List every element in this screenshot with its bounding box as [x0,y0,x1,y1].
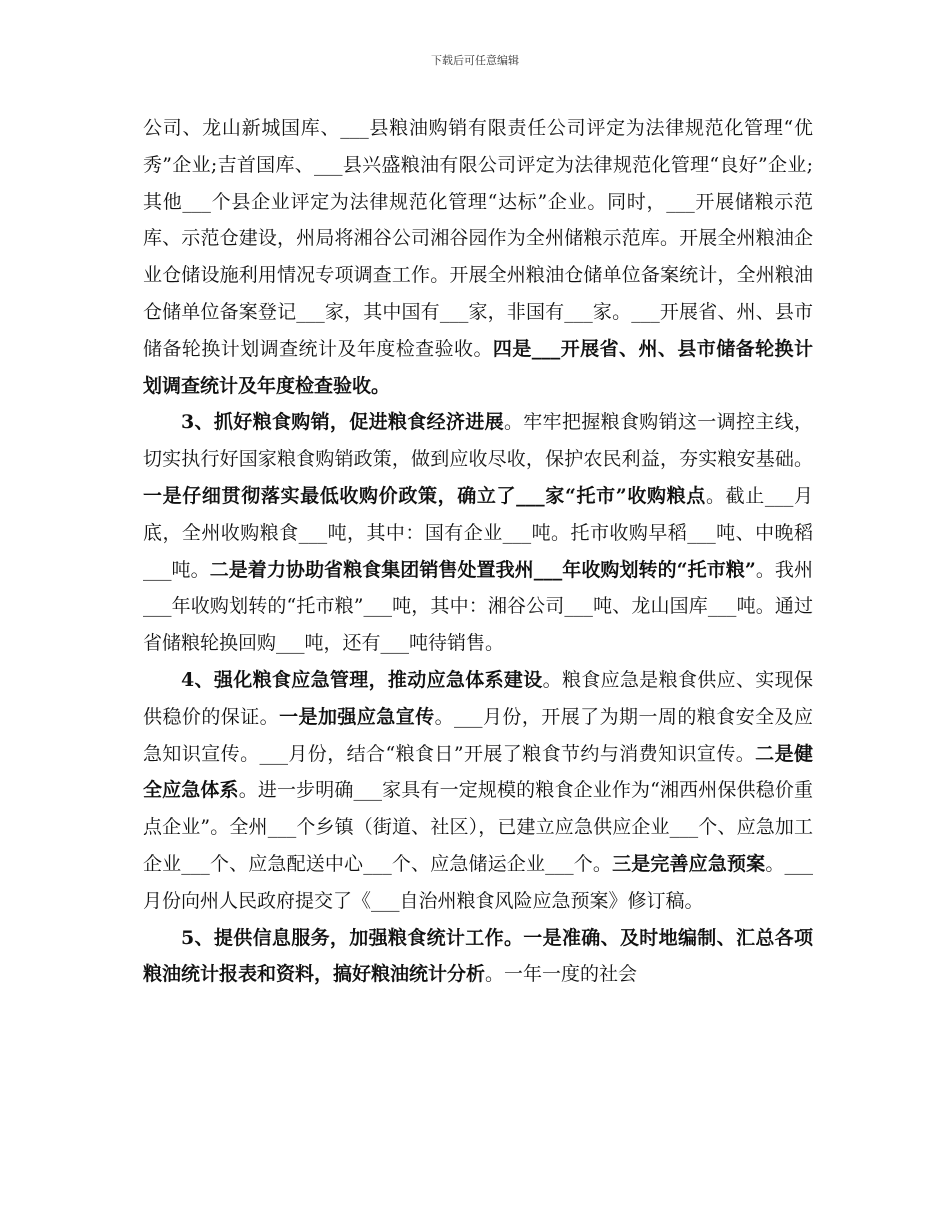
text-run: 。一年一度的社会 [485,963,638,986]
bold-text-run: 3、抓好粮食购销，促进粮食经济进展 [181,411,504,434]
bold-text-run: 三是完善应急预案 [612,852,766,875]
text-run: 。截止___月底，全州收购粮食___吨，其中：国有企业___吨。托市收购早稻___吨、中晚稻___吨。 [143,484,813,581]
text-run: 。粮食应急是粮食供应、实现保供稳价的保证。 [143,668,813,728]
text-run: 公司、龙山新城国库、___县粮油购销有限责任公司评定为法律规范化管理“优秀”企业;吉首国库、___县兴盛粮油有限公司评定为法律规范化管理“良好”企业;其他___个县企业评定为法律规范化管理“达标”企业。同时，___开展储粮示范库、示范仓建设，州局将湘谷公司湘谷园作为全州储粮示范库。开展全州粮油企业仓储设施利用情况专项调查工作。开展全州粮油仓储单位备案统计，全州粮油仓储单位备案登记___家，其中国有___家，非国有___家。___开展省、州、县市储备轮换计划调查统计及年度检查验收。 [143,117,813,360]
document-body [143,110,813,993]
text-run: 。___月份，开展了为期一周的粮食安全及应急知识宣传。___月份，结合“粮食日”开展了粮食节约与消费知识宣传。 [143,705,813,765]
text-run: 。牢牢把握粮食购销这一调控主线，切实执行好国家粮食购销政策，做到应收尽收，保护农民利益，夯实粮安基础。 [143,411,813,471]
paragraph-1 [143,110,813,404]
paragraph-2 [143,404,813,662]
bold-text-run: 5、提供信息服务，加强粮食统计工作。一是准确、及时地编制、汇总各项粮油统计报表和资料，搞好粮油统计分析 [143,926,813,986]
page-header: 下载后可任意编辑 [431,54,519,67]
text-run: 。我州___年收购划转的“托市粮”___吨，其中：湘谷公司___吨、龙山国库___吨。通过省储粮轮换回购___吨，还有___吨待销售。 [143,558,813,655]
text-run: 。进一步明确___家具有一定规模的粮食企业作为“湘西州保供稳价重点企业”。全州___个乡镇（街道、社区），已建立应急供应企业___个、应急加工企业___个、应急配送中心___个、应急储运企业___个。 [143,779,813,875]
bold-text-run: 一是加强应急宣传 [279,705,435,728]
bold-text-run: 一是仔细贯彻落实最低收购价政策，确立了___家“托市”收购粮点 [143,484,706,507]
bold-text-run: 二是健全应急体系 [143,742,813,802]
text-run: 。___月份向州人民政府提交了《___自治州粮食风险应急预案》修订稿。 [143,852,813,912]
paragraph-3 [143,662,813,920]
bold-text-run: 4、强化粮食应急管理，推动应急体系建设 [181,668,543,691]
bold-text-run: 四是___开展省、州、县市储备轮换计划调查统计及年度检查验收。 [143,337,813,397]
bold-text-run: 二是着力协助省粮食集团销售处置我州___年收购划转的“托市粮” [209,558,756,581]
paragraph-4 [143,920,813,994]
